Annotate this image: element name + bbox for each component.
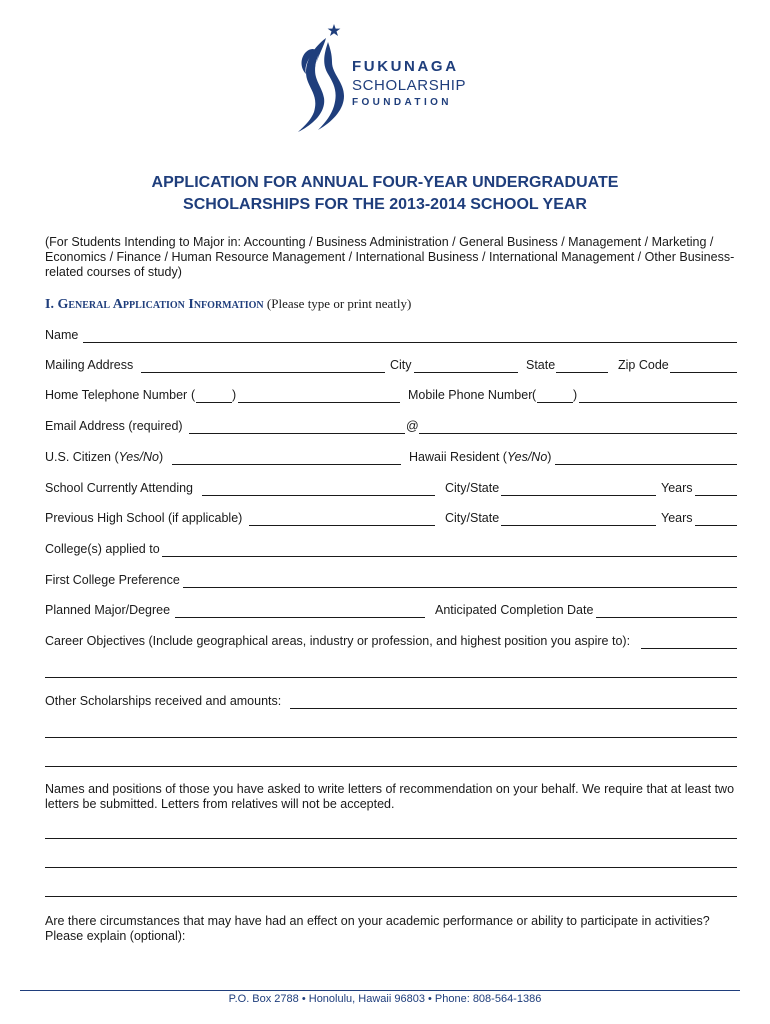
school-attending-label: School Currently Attending [45, 481, 194, 495]
completion-date-label: Anticipated Completion Date [435, 603, 594, 617]
us-citizen-field[interactable] [172, 450, 401, 465]
section-note: (Please type or print neatly) [266, 296, 412, 311]
email-row [45, 419, 737, 439]
section-title: I. General Application Information [45, 297, 264, 312]
career-row [45, 634, 737, 654]
recommendations-label: Names and positions of those you have asked to write letters of recommendation on your behalf. We require that at least two letters be submitted. Letters from relatives will not be accepted. [45, 782, 735, 811]
phone-row [45, 388, 737, 408]
hawaii-resident-label [409, 450, 551, 465]
hawaii-prefix: Hawaii Resident ( [409, 450, 507, 464]
school-years-label: Years [661, 481, 693, 495]
name-row [45, 328, 737, 348]
first-college-field[interactable] [183, 573, 737, 588]
page-title [0, 172, 770, 216]
logo-line-2: SCHOLARSHIP [352, 77, 467, 94]
high-school-years-field[interactable] [695, 511, 737, 526]
footer-divider [20, 990, 740, 991]
home-phone-area-code-field[interactable] [196, 388, 232, 403]
other-scholarships-line-3[interactable] [45, 766, 737, 767]
mobile-phone-paren-close: ) [573, 388, 578, 402]
home-phone-label: Home Telephone Number [45, 388, 188, 402]
completion-date-field[interactable] [596, 603, 737, 618]
intro-text: (For Students Intending to Major in: Accounting / Business Administration / General Business / Management / Marketing / Economics / Finance / Human Resource Management / International Business / International Management / Other Business-related courses of study) [45, 235, 735, 279]
hawaii-resident-field[interactable] [555, 450, 737, 465]
colleges-row [45, 542, 737, 562]
high-school-row [45, 511, 737, 531]
email-label: Email Address (required) [45, 419, 183, 433]
footer-address: P.O. Box 2788 • Honolulu, Hawaii 96803 • Phone: 808-564-1386 [228, 993, 542, 1005]
email-user-field[interactable] [189, 419, 405, 434]
school-city-state-field[interactable] [501, 481, 656, 496]
address-row [45, 358, 737, 378]
us-citizen-label [45, 450, 163, 465]
scholarships-row [45, 694, 737, 714]
title-line-2: SCHOLARSHIPS FOR THE 2013-2014 SCHOOL YEAR [183, 196, 587, 213]
state-label: State [526, 358, 556, 372]
logo-line-3: FOUNDATION [352, 97, 452, 108]
colleges-applied-field[interactable] [162, 542, 737, 557]
planned-major-field[interactable] [175, 603, 425, 618]
high-school-city-state-label: City/State [445, 511, 500, 525]
zip-field[interactable] [670, 358, 737, 373]
citizenship-row [45, 450, 737, 470]
hawaii-yesno: Yes/No [506, 450, 548, 464]
section-heading [45, 296, 411, 313]
high-school-city-state-field[interactable] [501, 511, 656, 526]
mailing-address-field[interactable] [141, 358, 385, 373]
school-years-field[interactable] [695, 481, 737, 496]
mobile-phone-paren-open: ( [532, 388, 537, 402]
recommendation-line-3[interactable] [45, 896, 737, 897]
city-field[interactable] [414, 358, 518, 373]
logo-line-1: FUKUNAGA [352, 58, 459, 75]
school-row [45, 481, 737, 501]
us-citizen-prefix: U.S. Citizen ( [45, 450, 119, 464]
name-label: Name [45, 328, 79, 342]
state-field[interactable] [556, 358, 608, 373]
city-label: City [390, 358, 412, 372]
home-phone-field[interactable] [238, 388, 400, 403]
circumstances-label: Are there circumstances that may have had an effect on your academic performance or ability to participate in activities? Please explain (optional): [45, 914, 710, 943]
title-line-1: APPLICATION FOR ANNUAL FOUR-YEAR UNDERGRADUATE [151, 174, 619, 191]
email-domain-field[interactable] [419, 419, 737, 434]
name-field[interactable] [83, 328, 737, 343]
email-at-sign: @ [406, 419, 419, 433]
mobile-phone-field[interactable] [579, 388, 737, 403]
zip-label: Zip Code [618, 358, 669, 372]
mobile-phone-area-code-field[interactable] [537, 388, 573, 403]
school-attending-field[interactable] [202, 481, 435, 496]
career-objectives-label: Career Objectives (Include geographical areas, industry or profession, and highest position you aspire to): [45, 634, 631, 648]
colleges-applied-label: College(s) applied to [45, 542, 160, 556]
us-citizen-yesno: Yes/No [118, 450, 159, 464]
previous-high-school-field[interactable] [249, 511, 435, 526]
us-citizen-suffix: ) [158, 450, 164, 464]
school-city-state-label: City/State [445, 481, 500, 495]
high-school-years-label: Years [661, 511, 693, 525]
mailing-address-label: Mailing Address [45, 358, 134, 372]
other-scholarships-line-2[interactable] [45, 737, 737, 738]
first-college-row [45, 573, 737, 593]
mobile-phone-label: Mobile Phone Number [408, 388, 533, 402]
other-scholarships-label: Other Scholarships received and amounts: [45, 694, 282, 708]
recommendation-line-2[interactable] [45, 867, 737, 868]
career-objectives-line-2[interactable] [45, 677, 737, 678]
previous-high-school-label: Previous High School (if applicable) [45, 511, 243, 525]
hawaii-suffix: ) [547, 450, 552, 464]
home-phone-paren-open: ( [191, 388, 196, 402]
major-row [45, 603, 737, 623]
logo-wordmark [352, 58, 466, 110]
home-phone-paren-close: ) [232, 388, 237, 402]
career-objectives-field[interactable] [641, 634, 737, 649]
recommendation-line-1[interactable] [45, 838, 737, 839]
other-scholarships-field[interactable] [290, 694, 737, 709]
first-college-label: First College Preference [45, 573, 180, 587]
planned-major-label: Planned Major/Degree [45, 603, 171, 617]
